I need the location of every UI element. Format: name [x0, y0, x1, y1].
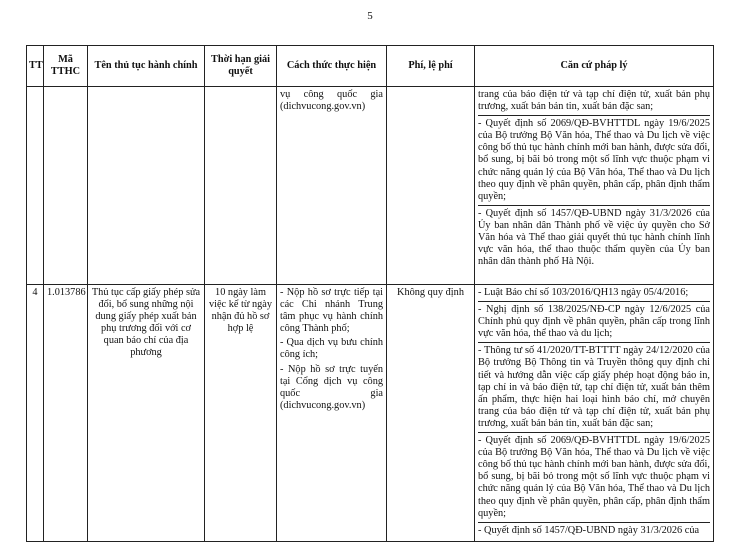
header-code: Mã TTHC — [44, 46, 88, 87]
header-tt: TT — [27, 46, 44, 87]
cell-legal — [475, 285, 714, 542]
header-legal: Căn cứ pháp lý — [475, 46, 714, 87]
table-row — [27, 285, 714, 542]
legal-item: - Quyết định số 2069/QĐ-BVHTTDL ngày 19/6/2025 của Bộ trưởng Bộ Văn hóa, Thể thao và Du lịch về việc công bố thủ tục hành chính mới ban hành, được sửa đổi, bổ sung, bị bãi bỏ trong một số lĩnh vực thuộc phạm vi chức năng quản lý của Bộ Văn hóa, Thể thao và Du lịch theo quy định về phân quyền, phân cấp, phân định thẩm quyền; — [478, 115, 710, 203]
legal-item: - Quyết định số 1457/QĐ-UBND ngày 31/3/2026 của — [478, 522, 710, 537]
legal-item: - Quyết định số 1457/QĐ-UBND ngày 31/3/2026 của Ủy ban nhân dân Thành phố về việc ủy quyền cho Sở Văn hóa và Thể thao giải quyết thủ tục hành chính lĩnh vực văn hóa, thể thao thuộc thẩm quyền của Ủy ban nhân dân thành phố Hà Nội. — [478, 205, 710, 268]
legal-item: - Luật Báo chí số 103/2016/QH13 ngày 05/4/2016; — [478, 287, 689, 298]
table-row — [27, 87, 714, 285]
header-fee: Phí, lệ phí — [387, 46, 475, 87]
cell-time: 10 ngày làm việc kể từ ngày nhận đủ hồ sơ hợp lệ — [205, 285, 277, 542]
procedure-table — [26, 45, 714, 542]
method-text: vụ công quốc gia (dichvucong.gov.vn) — [280, 89, 383, 113]
header-name: Tên thủ tục hành chính — [88, 46, 205, 87]
header-time: Thời hạn giải quyết — [205, 46, 277, 87]
method-item: - Nộp hồ sơ trực tuyến tại Cổng dịch vụ công quốc gia (dichvucong.gov.vn) — [280, 363, 383, 411]
cell-code — [44, 87, 88, 285]
cell-code: 1.013786 — [44, 285, 88, 542]
legal-item: - Quyết định số 2069/QĐ-BVHTTDL ngày 19/6/2025 của Bộ trưởng Bộ Văn hóa, Thể thao và Du lịch về việc công bố thủ tục hành chính mới ban hành, được sửa đổi, bổ sung, bị bãi bỏ trong một số lĩnh vực thuộc phạm vi chức năng quản lý của Bộ Văn hóa, Thể thao và Du lịch theo quy định về phân quyền, phân cấp, phân định thẩm quyền; — [478, 432, 710, 520]
header-method: Cách thức thực hiện — [277, 46, 387, 87]
cell-fee: Không quy định — [387, 285, 475, 542]
cell-legal — [475, 87, 714, 285]
cell-method — [277, 87, 387, 285]
table-header-row — [27, 46, 714, 87]
cell-name: Thủ tục cấp giấy phép sửa đổi, bổ sung những nội dung giấy phép xuất bản phụ trương đối với cơ quan báo chí của địa phương — [88, 285, 205, 542]
page-number: 5 — [367, 10, 373, 22]
cell-name — [88, 87, 205, 285]
cell-tt — [27, 87, 44, 285]
method-item: - Nộp hồ sơ trực tiếp tại các Chi nhánh Trung tâm phục vụ hành chính công Thành phố; — [280, 287, 383, 335]
cell-time — [205, 87, 277, 285]
method-item: - Qua dịch vụ bưu chính công ích; — [280, 337, 383, 361]
legal-item: - Nghị định số 138/2025/NĐ-CP ngày 12/6/2025 của Chính phủ quy định về phân quyền, phân cấp trong lĩnh vực văn hóa, thể thao và du lịch; — [478, 301, 710, 340]
legal-item: - Thông tư số 41/2020/TT-BTTTT ngày 24/12/2020 của Bộ trưởng Bộ Thông tin và Truyền thông quy định chi tiết và hướng dẫn việc cấp giấy phép hoạt động báo in, tạp chí in và báo điện tử, tạp chí điện tử, xuất bản thêm ấn phẩm, thực hiện hai loại hình báo chí, mở chuyên trang của báo điện tử và tạp chí điện tử, xuất bản phụ trương, xuất bản bản tin, xuất bản đặc san; — [478, 342, 710, 430]
legal-item: trang của báo điện tử và tạp chí điện tử, xuất bản phụ trương, xuất bản bản tin, xuất bản đặc san; — [478, 89, 710, 113]
cell-fee — [387, 87, 475, 285]
cell-tt: 4 — [27, 285, 44, 542]
cell-method — [277, 285, 387, 542]
